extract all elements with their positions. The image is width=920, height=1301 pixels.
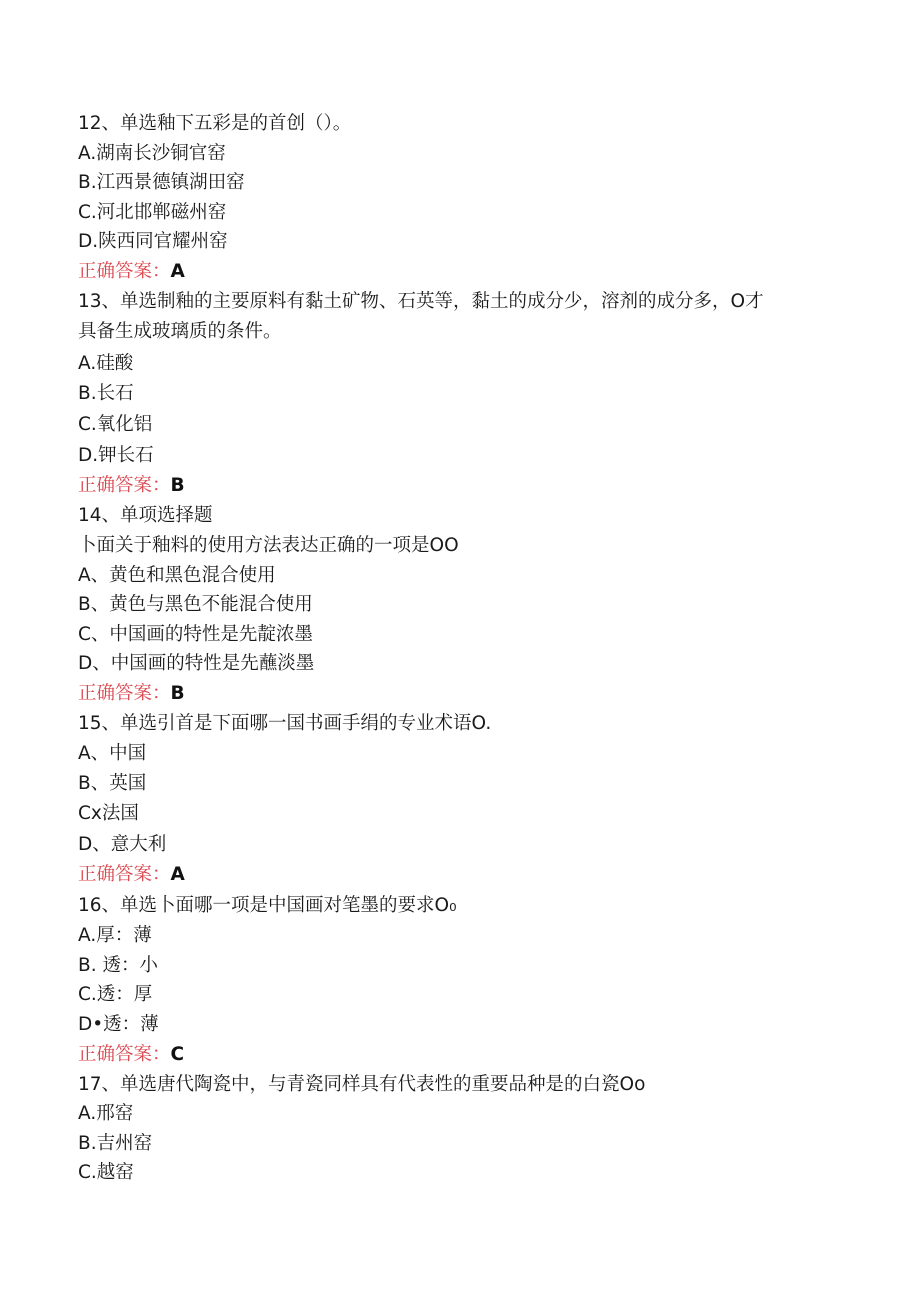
question-13-option-a: A.硅酸	[78, 353, 134, 374]
question-12-answer	[78, 260, 185, 284]
answer-label: 正确答案：	[78, 864, 171, 885]
question-14-stem-line2: 卜面关于釉料的使用方法表达正确的一项是OO	[78, 535, 459, 556]
question-15-option-a: A、中国	[78, 743, 147, 764]
question-15-option-d: D、意大利	[78, 834, 167, 855]
question-16-answer	[78, 1043, 184, 1067]
answer-value: C	[170, 1044, 185, 1065]
question-14-answer	[78, 682, 185, 706]
question-17-option-b: B.吉州窑	[78, 1133, 153, 1154]
question-13-answer	[78, 474, 185, 498]
question-12-option-d: D.陕西同官耀州窑	[78, 231, 228, 252]
question-16-stem: 16、单选卜面哪一项是中国画对笔墨的要求O₀	[78, 895, 457, 916]
answer-value: B	[170, 475, 185, 496]
question-12-stem: 12、单选釉下五彩是的首创（）。	[78, 113, 352, 134]
question-17-stem: 17、单选唐代陶瓷中，与青瓷同样具有代表性的重要品种是的白瓷Oo	[78, 1074, 646, 1095]
question-16-option-b: B. 透：小	[78, 955, 158, 976]
question-13-stem-line2: 具备生成玻璃质的条件。	[78, 321, 282, 342]
question-12-option-a: A.湖南长沙铜官窑	[78, 143, 226, 164]
answer-value: A	[170, 261, 185, 282]
question-14-option-c: C、中国画的特性是先靛浓墨	[78, 624, 313, 645]
question-13-option-b: B.长石	[78, 383, 134, 404]
question-13-option-d: D.钾长石	[78, 445, 154, 466]
answer-label: 正确答案：	[78, 475, 171, 496]
answer-label: 正确答案：	[78, 683, 171, 704]
question-15-option-b: B、英国	[78, 773, 147, 794]
answer-label: 正确答案：	[78, 1044, 171, 1065]
question-13-option-c: C.氧化铝	[78, 414, 153, 435]
question-17-option-c: C.越窑	[78, 1162, 134, 1183]
question-16-option-a: A.厚：薄	[78, 925, 152, 946]
answer-value: B	[170, 683, 185, 704]
answer-value: A	[170, 864, 185, 885]
question-14-option-d: D、中国画的特性是先蘸淡墨	[78, 653, 315, 674]
question-16-option-c: C.透：厚	[78, 984, 153, 1005]
question-15-stem: 15、单选引首是下面哪一国书画手绢的专业术语O.	[78, 713, 492, 734]
question-17-option-a: A.邢窑	[78, 1103, 134, 1124]
question-15-option-c: Cx法国	[78, 803, 139, 824]
answer-label: 正确答案：	[78, 261, 171, 282]
question-16-option-d: D•透：薄	[78, 1014, 159, 1035]
question-12-option-c: C.河北邯郸磁州窑	[78, 202, 227, 223]
question-12-option-b: B.江西景德镇湖田窑	[78, 172, 245, 193]
question-15-answer	[78, 863, 185, 887]
question-13-stem-line1: 13、单选制釉的主要原料有黏土矿物、石英等，黏土的成分少，溶剂的成分多，O才	[78, 291, 764, 312]
question-14-option-b: B、黄色与黑色不能混合使用	[78, 594, 313, 615]
question-14-stem-line1: 14、单项选择题	[78, 505, 213, 526]
question-14-option-a: A、黄色和黑色混合使用	[78, 565, 276, 586]
